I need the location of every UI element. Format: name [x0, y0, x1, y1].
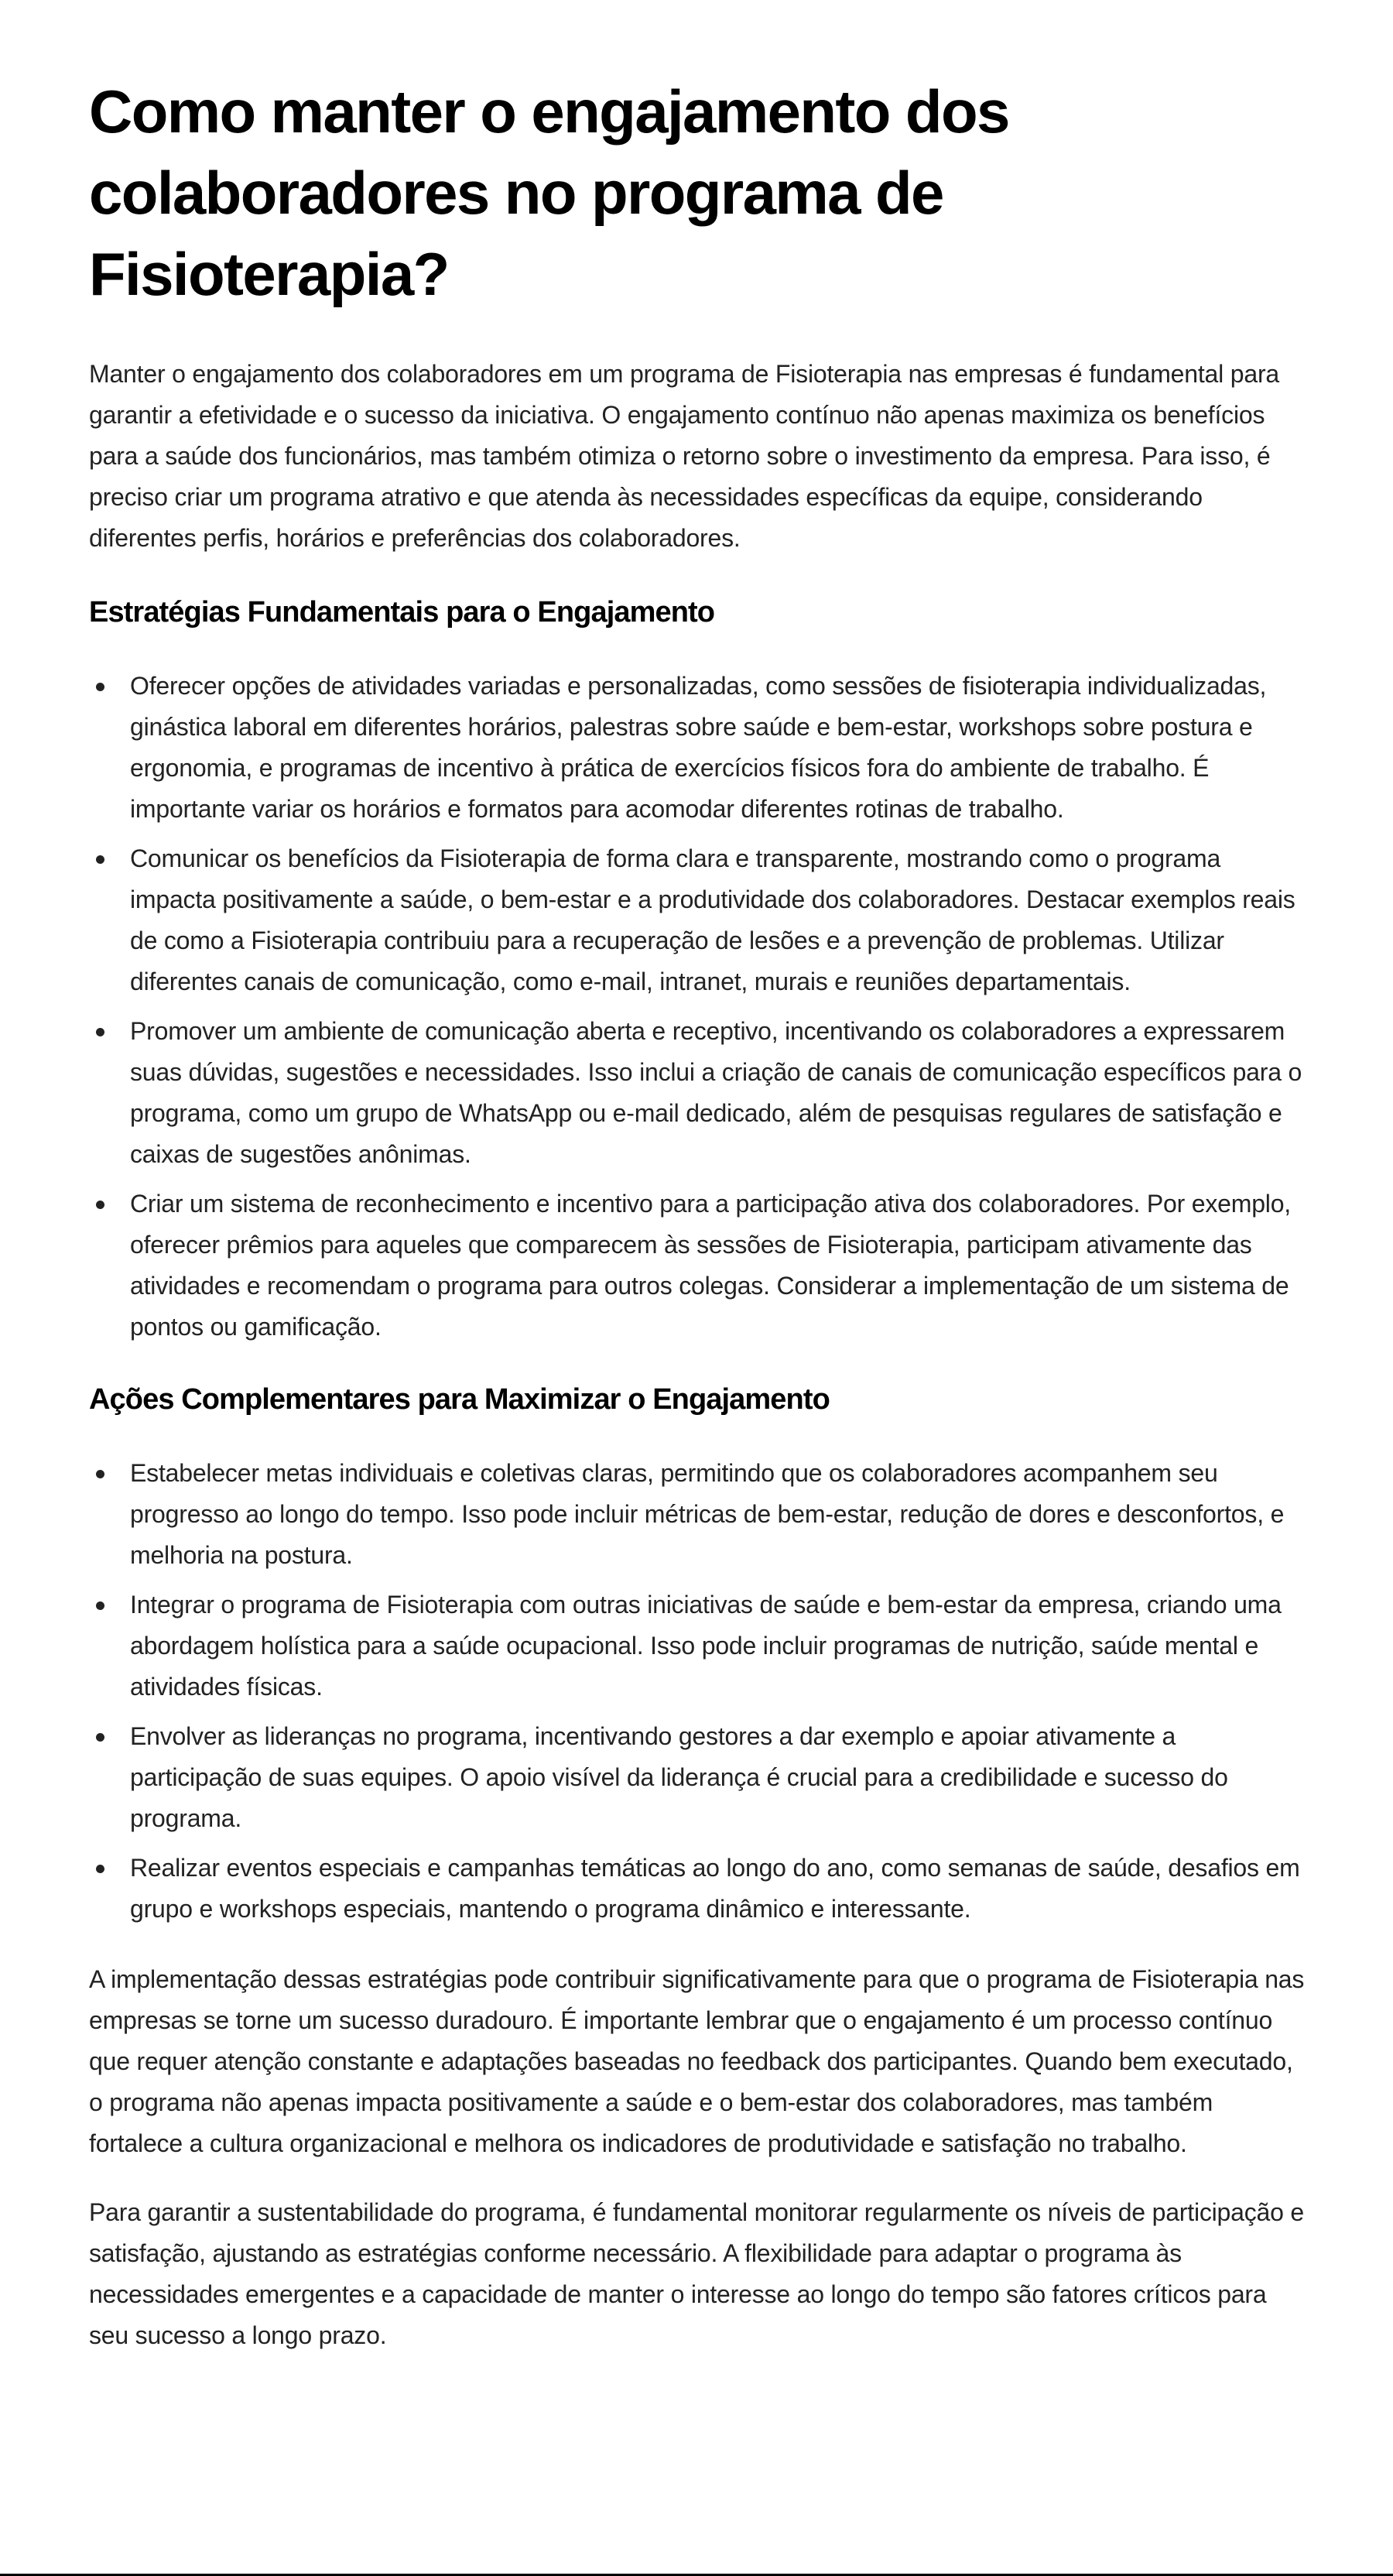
bullet-icon: [96, 1733, 104, 1742]
list-item: [89, 1584, 1310, 1708]
list-item-text: Oferecer opções de atividades variadas e personalizadas, como sessões de fisioterapia individualizadas, ginástica laboral em diferentes horários, palestras sobre saúde e bem-estar, workshops sobre postura e ergonomia, e programas de incentivo à prática de exercícios físicos fora do ambiente de trabalho. É importante variar os horários e formatos para acomodar diferentes rotinas de trabalho.: [130, 672, 1267, 823]
list-item: [89, 1011, 1310, 1175]
actions-list: [89, 1453, 1310, 1930]
bullet-icon: [96, 683, 104, 691]
bullet-icon: [96, 855, 104, 864]
bullet-icon: [96, 1865, 104, 1873]
list-item-text: Envolver as lideranças no programa, incentivando gestores a dar exemplo e apoiar ativamente a participação de suas equipes. O apoio visível da liderança é crucial para a credibilidade e sucesso do programa.: [130, 1722, 1228, 1832]
closing-paragraph-2: Para garantir a sustentabilidade do programa, é fundamental monitorar regularmente os níveis de participação e satisfação, ajustando as estratégias conforme necessário. A flexibilidade para adaptar o programa às necessidades emergentes e a capacidade de manter o interesse ao longo do tempo são fatores críticos para seu sucesso a longo prazo.: [89, 2198, 1305, 2349]
list-item-text: Integrar o programa de Fisioterapia com outras iniciativas de saúde e bem-estar da empresa, criando uma abordagem holística para a saúde ocupacional. Isso pode incluir programas de nutrição, saúde mental e atividades físicas.: [130, 1591, 1282, 1701]
bullet-icon: [96, 1201, 104, 1209]
section-heading-estrategias: Estratégias Fundamentais para o Engajamento: [89, 596, 715, 629]
bullet-icon: [96, 1601, 104, 1610]
list-item: [89, 1848, 1310, 1930]
list-item: [89, 1716, 1310, 1839]
intro-paragraph: Manter o engajamento dos colaboradores em um programa de Fisioterapia nas empresas é fundamental para garantir a efetividade e o sucesso da iniciativa. O engajamento contínuo não apenas maximiza os benefícios para a saúde dos funcionários, mas também otimiza o retorno sobre o investimento da empresa. Para isso, é preciso criar um programa atrativo e que atenda às necessidades específicas da equipe, considerando diferentes perfis, horários e preferências dos colaboradores.: [89, 360, 1280, 552]
list-item: [89, 1184, 1310, 1348]
list-item-text: Realizar eventos especiais e campanhas temáticas ao longo do ano, como semanas de saúde, desafios em grupo e workshops especiais, mantendo o programa dinâmico e interessante.: [130, 1854, 1300, 1923]
list-item-text: Estabelecer metas individuais e coletivas claras, permitindo que os colaboradores acompanhem seu progresso ao longo do tempo. Isso pode incluir métricas de bem-estar, redução de dores e desconfortos, e melhoria na postura.: [130, 1459, 1285, 1569]
section-heading-acoes: Ações Complementares para Maximizar o Engajamento: [89, 1383, 830, 1416]
list-item-text: Promover um ambiente de comunicação aberta e receptivo, incentivando os colaboradores a expressarem suas dúvidas, sugestões e necessidades. Isso inclui a criação de canais de comunicação específicos para o programa, como um grupo de WhatsApp ou e-mail dedicado, além de pesquisas regulares de satisfação e caixas de sugestões anônimas.: [130, 1017, 1302, 1168]
page-title: Como manter o engajamento dos colaboradores no programa de Fisioterapia?: [89, 77, 1009, 308]
list-item-text: Criar um sistema de reconhecimento e incentivo para a participação ativa dos colaboradores. Por exemplo, oferecer prêmios para aqueles que comparecem às sessões de Fisioterapia, participam ativamente das atividades e recomendam o programa para outros colegas. Considerar a implementação de um sistema de pontos ou gamificação.: [130, 1190, 1291, 1341]
list-item: [89, 666, 1310, 830]
closing-paragraph-1: A implementação dessas estratégias pode contribuir significativamente para que o programa de Fisioterapia nas empresas se torne um sucesso duradouro. É importante lembrar que o engajamento é um processo contínuo que requer atenção constante e adaptações baseadas no feedback dos participantes. Quando bem executado, o programa não apenas impacta positivamente a saúde e o bem-estar dos colaboradores, mas também fortalece a cultura organizacional e melhora os indicadores de produtividade e satisfação no trabalho.: [89, 1965, 1305, 2157]
bullet-icon: [96, 1470, 104, 1478]
article: [89, 0, 1310, 2356]
bullet-icon: [96, 1028, 104, 1036]
list-item: [89, 1453, 1310, 1576]
list-item: [89, 838, 1310, 1002]
list-item-text: Comunicar os benefícios da Fisioterapia de forma clara e transparente, mostrando como o programa impacta positivamente a saúde, o bem-estar e a produtividade dos colaboradores. Destacar exemplos reais de como a Fisioterapia contribuiu para a recuperação de lesões e a prevenção de problemas. Utilizar diferentes canais de comunicação, como e-mail, intranet, murais e reuniões departamentais.: [130, 844, 1295, 995]
strategies-list: [89, 666, 1310, 1348]
